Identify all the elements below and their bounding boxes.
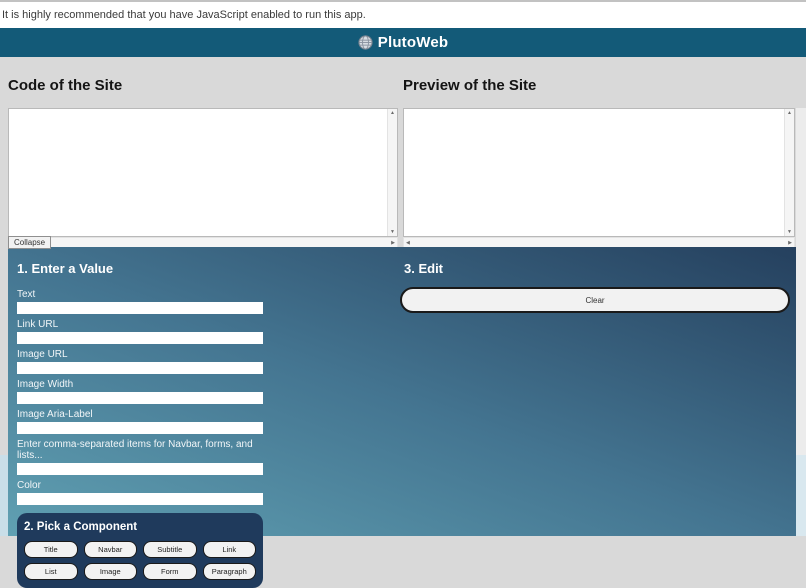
scroll-left-icon[interactable]: ◀ — [406, 239, 410, 246]
globe-icon — [358, 35, 373, 50]
javascript-notice-text: It is highly recommended that you have JavaScript enabled to run this app. — [2, 9, 366, 21]
image-width-label: Image Width — [17, 379, 74, 390]
component-button-list[interactable]: List — [24, 563, 78, 580]
page-background-strip — [0, 455, 8, 536]
app-header — [0, 28, 806, 57]
component-button-subtitle[interactable]: Subtitle — [143, 541, 197, 558]
pick-component-heading: 2. Pick a Component — [24, 521, 138, 533]
edit-heading: 3. Edit — [404, 261, 444, 276]
edit-section — [400, 261, 790, 313]
scroll-right-icon[interactable]: ▶ — [391, 239, 395, 246]
code-vertical-scrollbar[interactable] — [387, 109, 397, 236]
field-color — [17, 480, 263, 505]
field-image-aria-label — [17, 409, 263, 434]
field-link-url — [17, 319, 263, 344]
items-label: Enter comma-separated items for Navbar, forms, and lists... — [17, 439, 253, 461]
text-input[interactable] — [17, 302, 263, 314]
pick-component-panel — [17, 513, 263, 588]
component-button-form[interactable]: Form — [143, 563, 197, 580]
scroll-down-icon[interactable]: ▼ — [390, 229, 395, 235]
component-button-paragraph[interactable]: Paragraph — [203, 563, 257, 580]
scroll-up-icon[interactable]: ▲ — [390, 110, 395, 116]
clear-button[interactable]: Clear — [400, 287, 790, 313]
page-scrollbar[interactable] — [796, 108, 806, 536]
workspace-panel — [8, 247, 796, 576]
link-url-label: Link URL — [17, 319, 59, 330]
image-aria-label-label: Image Aria-Label — [17, 409, 93, 420]
field-items — [17, 439, 263, 475]
code-textarea[interactable] — [8, 108, 398, 237]
code-pane-heading: Code of the Site — [8, 77, 123, 94]
text-label: Text — [17, 289, 36, 300]
component-button-title[interactable]: Title — [24, 541, 78, 558]
image-url-input[interactable] — [17, 362, 263, 374]
link-url-input[interactable] — [17, 332, 263, 344]
component-button-image[interactable]: Image — [84, 563, 138, 580]
scroll-down-icon[interactable]: ▼ — [787, 229, 792, 235]
collapse-button[interactable]: Collapse — [8, 236, 51, 249]
image-width-input[interactable] — [17, 392, 263, 404]
component-button-navbar[interactable]: Navbar — [84, 541, 138, 558]
component-button-link[interactable]: Link — [203, 541, 257, 558]
preview-vertical-scrollbar[interactable] — [784, 109, 794, 236]
app-title: PlutoWeb — [377, 34, 449, 51]
field-text — [17, 289, 263, 314]
enter-value-section — [17, 261, 263, 588]
image-aria-label-input[interactable] — [17, 422, 263, 434]
color-label: Color — [17, 480, 41, 491]
field-image-width — [17, 379, 263, 404]
preview-pane-heading: Preview of the Site — [403, 77, 537, 94]
items-input[interactable] — [17, 463, 263, 475]
page-scrollbar-track — [796, 455, 806, 536]
image-url-label: Image URL — [17, 349, 68, 360]
component-button-grid — [24, 541, 256, 580]
scroll-up-icon[interactable]: ▲ — [787, 110, 792, 116]
preview-textarea[interactable] — [403, 108, 795, 237]
field-image-url — [17, 349, 263, 374]
color-input[interactable] — [17, 493, 263, 505]
enter-value-heading: 1. Enter a Value — [17, 261, 114, 276]
scroll-right-icon[interactable]: ▶ — [788, 239, 792, 246]
javascript-notice-bar — [0, 0, 806, 28]
